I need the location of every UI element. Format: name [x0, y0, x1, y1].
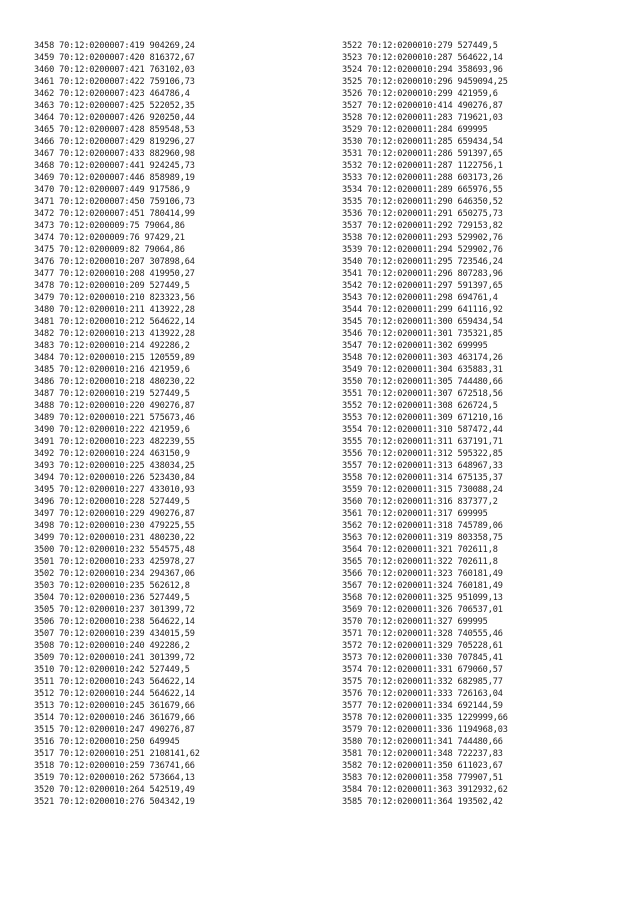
record-row: 3493 70:12:0200010:225 438034,25	[34, 461, 195, 471]
record-row: 3526 70:12:0200010:299 421959,6	[342, 89, 498, 99]
record-row: 3553 70:12:0200011:309 671210,16	[342, 413, 503, 423]
record-row: 3491 70:12:0200010:223 482239,55	[34, 437, 195, 447]
record-row: 3554 70:12:0200011:310 587472,44	[342, 425, 503, 435]
record-row: 3458 70:12:0200007:419 904269,24	[34, 41, 195, 51]
record-row: 3479 70:12:0200010:210 823323,56	[34, 293, 195, 303]
record-row: 3562 70:12:0200011:318 745789,06	[342, 521, 503, 531]
record-row: 3504 70:12:0200010:236 527449,5	[34, 593, 190, 603]
record-row: 3505 70:12:0200010:237 301399,72	[34, 605, 195, 615]
record-row: 3466 70:12:0200007:429 819296,27	[34, 137, 195, 147]
record-row: 3538 70:12:0200011:293 529902,76	[342, 233, 503, 243]
record-row: 3494 70:12:0200010:226 523430,84	[34, 473, 195, 483]
record-row: 3552 70:12:0200011:308 626724,5	[342, 401, 498, 411]
record-row: 3510 70:12:0200010:242 527449,5	[34, 665, 190, 675]
record-row: 3577 70:12:0200011:334 692144,59	[342, 701, 503, 711]
record-row: 3524 70:12:0200010:294 358693,96	[342, 65, 503, 75]
record-row: 3548 70:12:0200011:303 463174,26	[342, 353, 503, 363]
record-row: 3558 70:12:0200011:314 675135,37	[342, 473, 503, 483]
record-row: 3528 70:12:0200011:283 719621,03	[342, 113, 503, 123]
record-row: 3477 70:12:0200010:208 419950,27	[34, 269, 195, 279]
record-row: 3512 70:12:0200010:244 564622,14	[34, 689, 195, 699]
record-row: 3539 70:12:0200011:294 529902,76	[342, 245, 503, 255]
record-row: 3572 70:12:0200011:329 705228,61	[342, 641, 503, 651]
record-row: 3511 70:12:0200010:243 564622,14	[34, 677, 195, 687]
record-row: 3471 70:12:0200007:450 759106,73	[34, 197, 195, 207]
record-row: 3576 70:12:0200011:333 726163,04	[342, 689, 503, 699]
record-row: 3578 70:12:0200011:335 1229999,66	[342, 713, 508, 723]
record-row: 3579 70:12:0200011:336 1194968,03	[342, 725, 508, 735]
record-row: 3559 70:12:0200011:315 730088,24	[342, 485, 503, 495]
record-row: 3551 70:12:0200011:307 672518,56	[342, 389, 503, 399]
record-row: 3555 70:12:0200011:311 637191,71	[342, 437, 503, 447]
record-row: 3488 70:12:0200010:220 490276,87	[34, 401, 195, 411]
record-row: 3486 70:12:0200010:218 480230,22	[34, 377, 195, 387]
record-row: 3483 70:12:0200010:214 492286,2	[34, 341, 190, 351]
record-row: 3517 70:12:0200010:251 2108141,62	[34, 749, 200, 759]
record-row: 3534 70:12:0200011:289 665976,55	[342, 185, 503, 195]
left-column	[34, 40, 334, 808]
record-row: 3490 70:12:0200010:222 421959,6	[34, 425, 190, 435]
record-row: 3584 70:12:0200011:363 3912932,62	[342, 785, 508, 795]
record-row: 3557 70:12:0200011:313 648967,33	[342, 461, 503, 471]
record-row: 3518 70:12:0200010:259 736741,66	[34, 761, 195, 771]
record-row: 3545 70:12:0200011:300 659434,54	[342, 317, 503, 327]
record-row: 3513 70:12:0200010:245 361679,66	[34, 701, 195, 711]
record-row: 3500 70:12:0200010:232 554575,48	[34, 545, 195, 555]
record-row: 3480 70:12:0200010:211 413922,28	[34, 305, 195, 315]
record-row: 3573 70:12:0200011:330 707845,41	[342, 653, 503, 663]
record-row: 3485 70:12:0200010:216 421959,6	[34, 365, 190, 375]
record-row: 3536 70:12:0200011:291 650275,73	[342, 209, 503, 219]
record-row: 3473 70:12:0200009:75 79064,86	[34, 221, 185, 231]
record-row: 3506 70:12:0200010:238 564622,14	[34, 617, 195, 627]
record-row: 3569 70:12:0200011:326 706537,01	[342, 605, 503, 615]
record-row: 3509 70:12:0200010:241 301399,72	[34, 653, 195, 663]
record-row: 3546 70:12:0200011:301 735321,85	[342, 329, 503, 339]
record-row: 3484 70:12:0200010:215 120559,89	[34, 353, 195, 363]
record-row: 3465 70:12:0200007:428 859548,53	[34, 125, 195, 135]
record-row: 3563 70:12:0200011:319 803358,75	[342, 533, 503, 543]
record-row: 3575 70:12:0200011:332 682985,77	[342, 677, 503, 687]
record-row: 3523 70:12:0200010:287 564622,14	[342, 53, 503, 63]
record-row: 3530 70:12:0200011:285 659434,54	[342, 137, 503, 147]
record-row: 3498 70:12:0200010:230 479225,55	[34, 521, 195, 531]
record-row: 3475 70:12:0200009:82 79064,86	[34, 245, 185, 255]
record-row: 3516 70:12:0200010:250 649945	[34, 737, 180, 747]
record-row: 3540 70:12:0200011:295 723546,24	[342, 257, 503, 267]
record-row: 3459 70:12:0200007:420 816372,67	[34, 53, 195, 63]
record-row: 3461 70:12:0200007:422 759106,73	[34, 77, 195, 87]
record-row: 3467 70:12:0200007:433 882960,98	[34, 149, 195, 159]
record-row: 3567 70:12:0200011:324 760181,49	[342, 581, 503, 591]
record-row: 3514 70:12:0200010:246 361679,66	[34, 713, 195, 723]
record-row: 3464 70:12:0200007:426 920250,44	[34, 113, 195, 123]
record-row: 3582 70:12:0200011:350 611023,67	[342, 761, 503, 771]
record-row: 3532 70:12:0200011:287 1122756,1	[342, 161, 503, 171]
record-row: 3507 70:12:0200010:239 434015,59	[34, 629, 195, 639]
record-row: 3566 70:12:0200011:323 760181,49	[342, 569, 503, 579]
record-row: 3535 70:12:0200011:290 646350,52	[342, 197, 503, 207]
record-row: 3568 70:12:0200011:325 951099,13	[342, 593, 503, 603]
record-row: 3470 70:12:0200007:449 917586,9	[34, 185, 190, 195]
record-row: 3580 70:12:0200011:341 744480,66	[342, 737, 503, 747]
record-row: 3499 70:12:0200010:231 480230,22	[34, 533, 195, 543]
record-row: 3570 70:12:0200011:327 699995	[342, 617, 488, 627]
record-row: 3520 70:12:0200010:264 542519,49	[34, 785, 195, 795]
record-row: 3527 70:12:0200010:414 490276,87	[342, 101, 503, 111]
record-row: 3502 70:12:0200010:234 294367,06	[34, 569, 195, 579]
record-row: 3469 70:12:0200007:446 858989,19	[34, 173, 195, 183]
record-row: 3501 70:12:0200010:233 425978,27	[34, 557, 195, 567]
record-row: 3468 70:12:0200007:441 924245,73	[34, 161, 195, 171]
record-row: 3474 70:12:0200009:76 97429,21	[34, 233, 185, 243]
record-row: 3549 70:12:0200011:304 635883,31	[342, 365, 503, 375]
record-row: 3543 70:12:0200011:298 694761,4	[342, 293, 498, 303]
record-row: 3583 70:12:0200011:358 779907,51	[342, 773, 503, 783]
record-row: 3508 70:12:0200010:240 492286,2	[34, 641, 190, 651]
record-row: 3541 70:12:0200011:296 807283,96	[342, 269, 503, 279]
record-row: 3522 70:12:0200010:279 527449,5	[342, 41, 498, 51]
record-row: 3497 70:12:0200010:229 490276,87	[34, 509, 195, 519]
record-row: 3519 70:12:0200010:262 573664,13	[34, 773, 195, 783]
record-row: 3481 70:12:0200010:212 564622,14	[34, 317, 195, 327]
record-row: 3531 70:12:0200011:286 591397,65	[342, 149, 503, 159]
record-row: 3556 70:12:0200011:312 595322,85	[342, 449, 503, 459]
record-row: 3533 70:12:0200011:288 603173,26	[342, 173, 503, 183]
record-row: 3525 70:12:0200010:296 9459094,25	[342, 77, 508, 87]
record-row: 3476 70:12:0200010:207 307898,64	[34, 257, 195, 267]
record-row: 3542 70:12:0200011:297 591397,65	[342, 281, 503, 291]
record-row: 3462 70:12:0200007:423 464786,4	[34, 89, 190, 99]
record-row: 3565 70:12:0200011:322 702611,8	[342, 557, 498, 567]
record-row: 3478 70:12:0200010:209 527449,5	[34, 281, 190, 291]
record-row: 3537 70:12:0200011:292 729153,82	[342, 221, 503, 231]
record-row: 3472 70:12:0200007:451 780414,99	[34, 209, 195, 219]
record-row: 3564 70:12:0200011:321 702611,8	[342, 545, 498, 555]
record-row: 3503 70:12:0200010:235 562612,8	[34, 581, 190, 591]
record-row: 3561 70:12:0200011:317 699995	[342, 509, 488, 519]
record-row: 3489 70:12:0200010:221 575673,46	[34, 413, 195, 423]
record-row: 3581 70:12:0200011:348 722237,83	[342, 749, 503, 759]
record-row: 3574 70:12:0200011:331 679060,57	[342, 665, 503, 675]
record-row: 3460 70:12:0200007:421 763102,03	[34, 65, 195, 75]
record-row: 3560 70:12:0200011:316 837377,2	[342, 497, 498, 507]
record-row: 3585 70:12:0200011:364 193502,42	[342, 797, 503, 807]
record-row: 3515 70:12:0200010:247 490276,87	[34, 725, 195, 735]
record-row: 3496 70:12:0200010:228 527449,5	[34, 497, 190, 507]
record-row: 3482 70:12:0200010:213 413922,28	[34, 329, 195, 339]
record-row: 3544 70:12:0200011:299 641116,92	[342, 305, 503, 315]
record-row: 3521 70:12:0200010:276 504342,19	[34, 797, 195, 807]
record-row: 3463 70:12:0200007:425 522052,35	[34, 101, 195, 111]
right-column	[342, 40, 640, 808]
record-row: 3495 70:12:0200010:227 433010,93	[34, 485, 195, 495]
record-row: 3529 70:12:0200011:284 699995	[342, 125, 488, 135]
record-row: 3550 70:12:0200011:305 744480,66	[342, 377, 503, 387]
record-row: 3571 70:12:0200011:328 740555,46	[342, 629, 503, 639]
record-row: 3487 70:12:0200010:219 527449,5	[34, 389, 190, 399]
record-row: 3547 70:12:0200011:302 699995	[342, 341, 488, 351]
record-row: 3492 70:12:0200010:224 463150,9	[34, 449, 190, 459]
